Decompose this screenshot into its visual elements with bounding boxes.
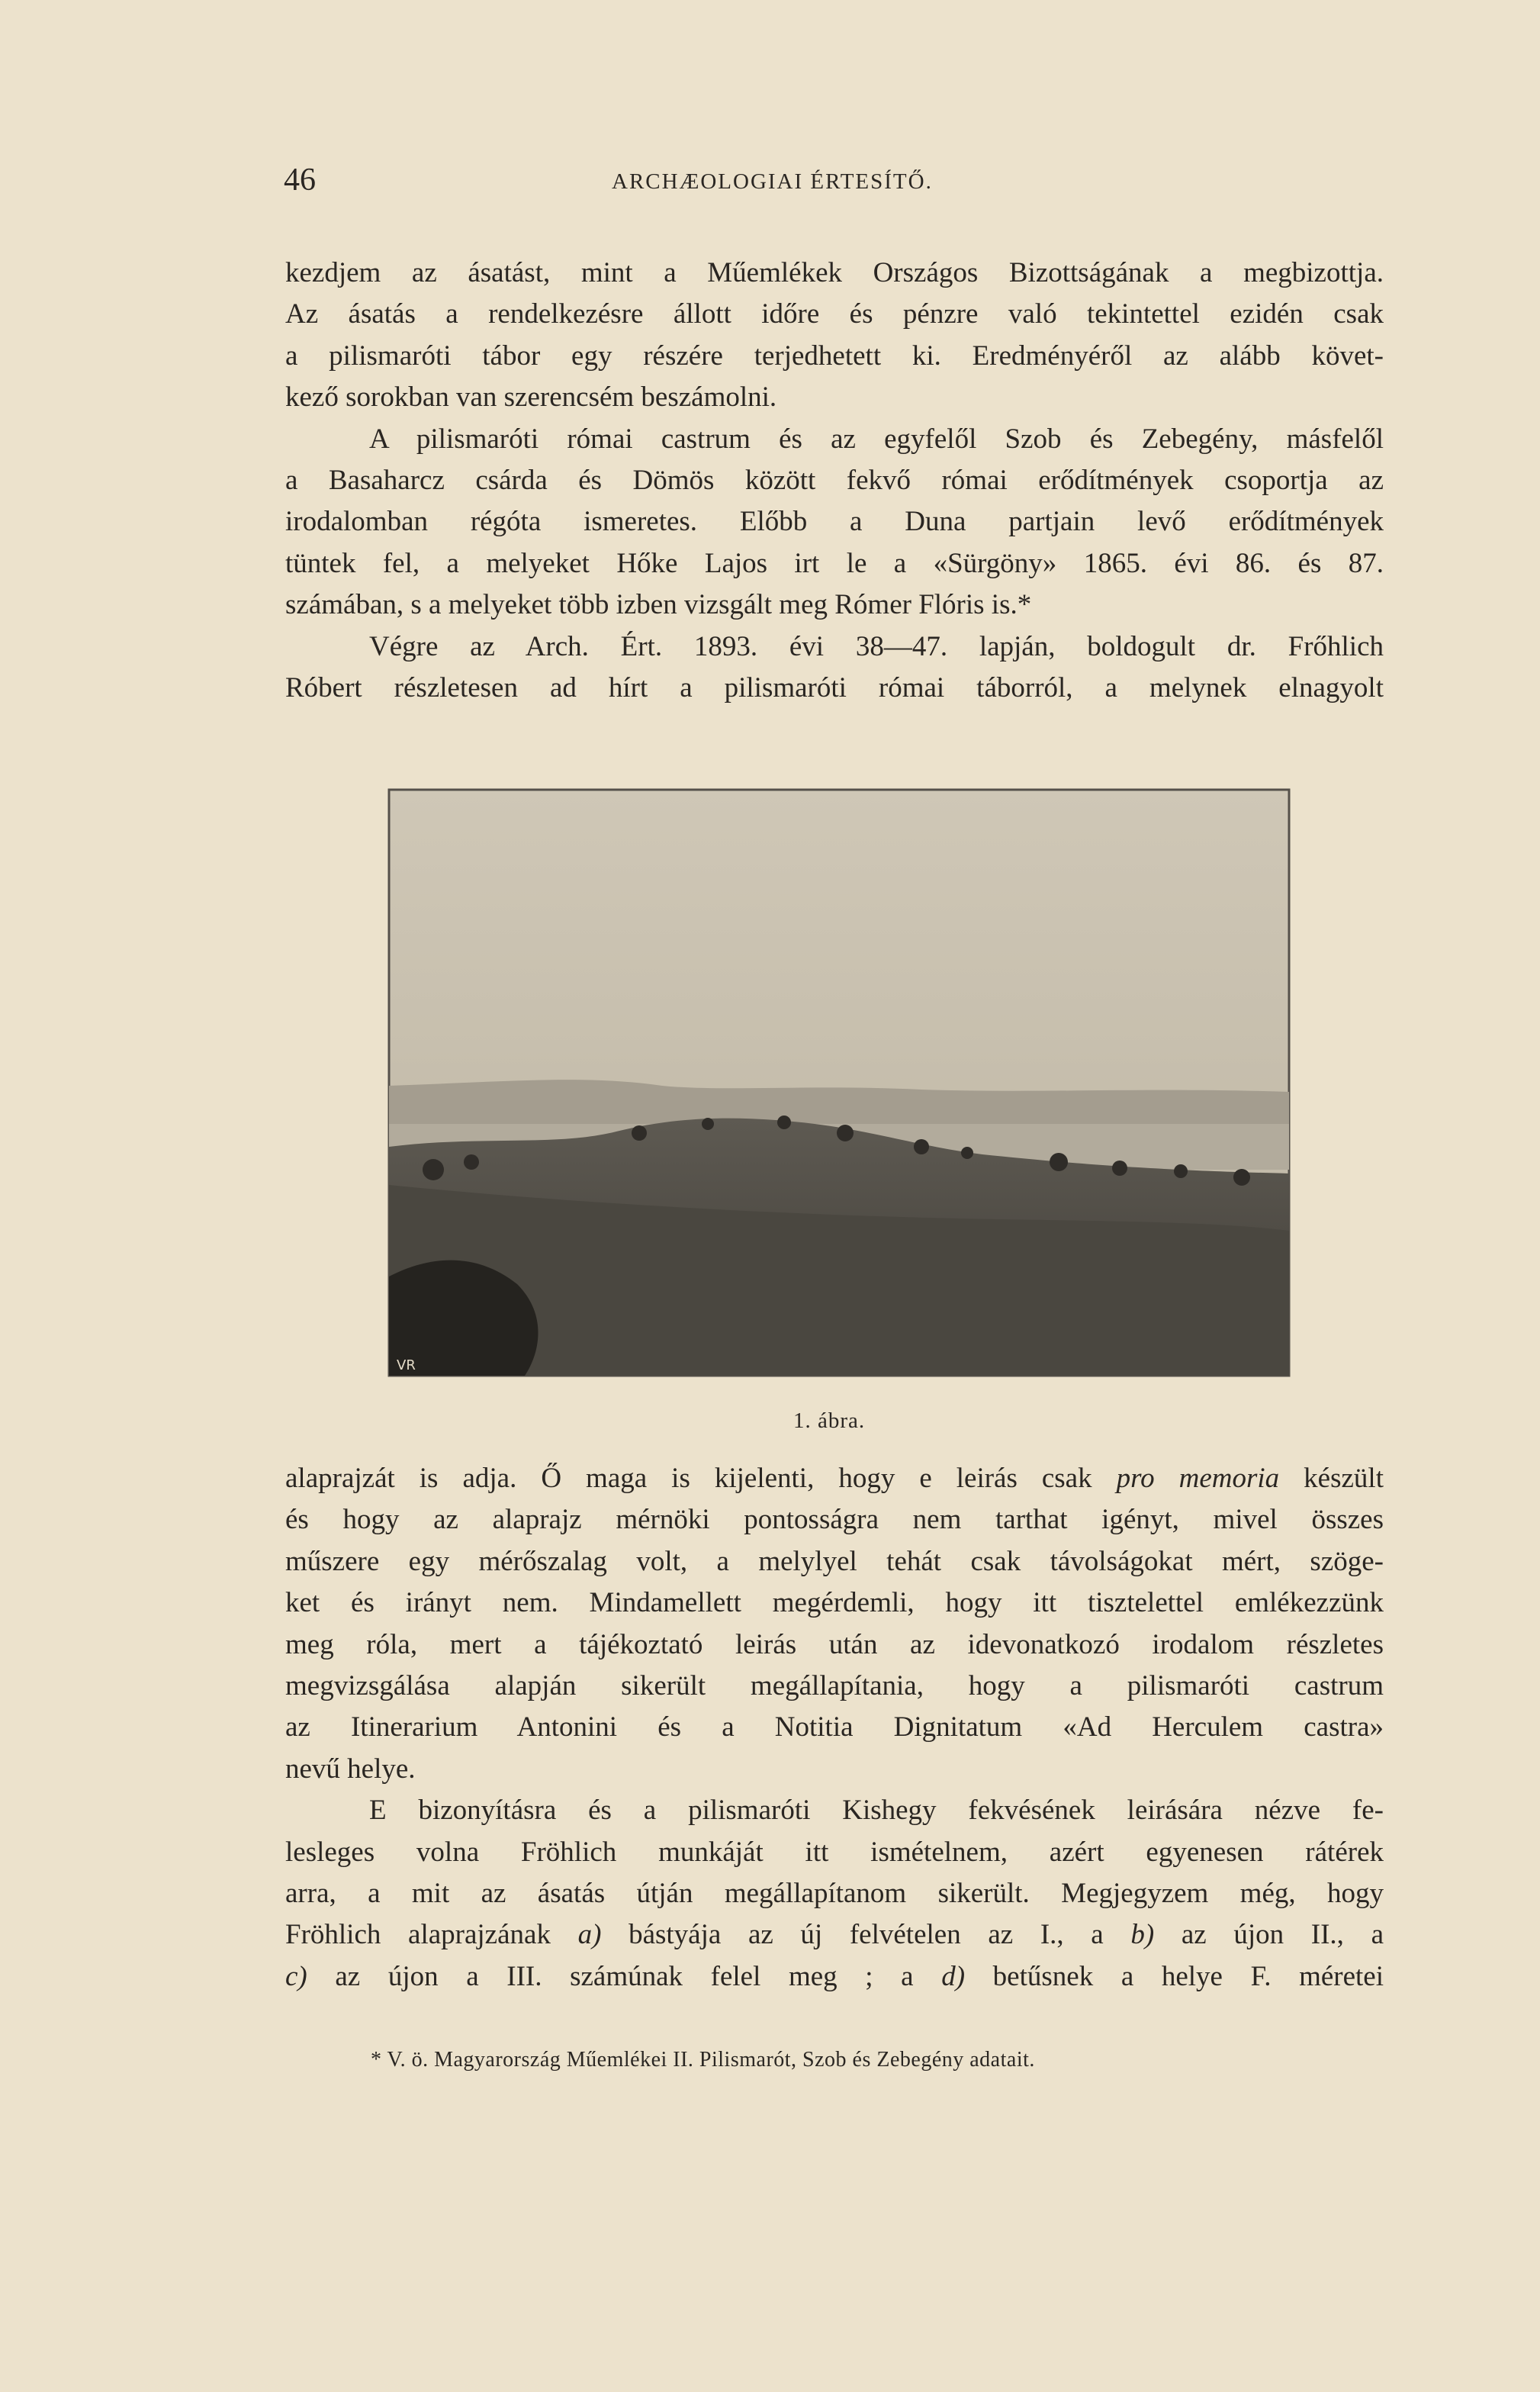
text-segment: bástyája az új felvételen az I., a [601, 1919, 1131, 1951]
paragraph-2-end [285, 584, 1384, 626]
text-segment: az újon a III. számúnak felel meg ; a [307, 1960, 942, 1992]
text-line: arra, a mit az ásatás útján megállapítanom sikerült. Megjegyzem még, hogy [285, 1878, 1384, 1910]
text-line: nevű helye. [285, 1753, 416, 1785]
text-segment: betűsnek a helye F. méretei [965, 1960, 1384, 1992]
footnote: * V. ö. Magyarország Műemlékei II. Pilismarót, Szob és Zebegény adatait. [371, 2048, 1035, 2072]
text-line: irodalomban régóta ismeretes. Előbb a Duna partjain levő erődítmények [285, 506, 1384, 538]
paragraph-5 [285, 1790, 1384, 1998]
text-segment: Fröhlich alaprajzának [285, 1919, 578, 1951]
landscape-photo [387, 788, 1291, 1377]
italic-text: pro memoria [1116, 1463, 1280, 1494]
landscape-photo-figure [387, 788, 1291, 1377]
text-after-figure [285, 1458, 1384, 1998]
text-segment: alaprajzát is adja. Ő maga is kijelenti, hogy e leirás csak [285, 1463, 1117, 1494]
photo-signature: VR [397, 1357, 416, 1373]
paragraph-3 [285, 626, 1384, 710]
text-line: műszere egy mérőszalag volt, a melylyel tehát csak távolságokat mért, szöge- [285, 1545, 1384, 1577]
paragraph-1 [285, 253, 1384, 377]
text-before-figure [285, 253, 1384, 709]
italic-text: b) [1130, 1919, 1155, 1951]
figure-caption: 1. ábra. [793, 1408, 866, 1433]
italic-text: c) [285, 1960, 307, 1992]
italic-text: a) [577, 1919, 602, 1951]
text-line: a pilismaróti tábor egy részére terjedhetett ki. Eredményéről az alább követ- [285, 340, 1384, 372]
text-segment: készült [1279, 1463, 1384, 1494]
text-line: Végre az Arch. Ért. 1893. évi 38—47. lapján, boldogult dr. Frőhlich [369, 630, 1384, 662]
text-line: tüntek fel, a melyeket Hőke Lajos irt le a «Sürgöny» 1865. évi 86. és 87. [285, 547, 1384, 579]
page-number: 46 [284, 163, 316, 198]
text-line: A pilismaróti római castrum és az egyfelől Szob és Zebegény, másfelől [369, 423, 1384, 455]
paragraph-4 [285, 1458, 1384, 1749]
text-line: Az ásatás a rendelkezésre állott időre és pénzre való tekintettel ezidén csak [285, 298, 1384, 330]
text-line: a Basaharcz csárda és Dömös között fekvő római erődítmények csoportja az [285, 465, 1384, 497]
italic-text: d) [941, 1960, 966, 1992]
text-line: és hogy az alaprajz mérnöki pontosságra nem tarthat igényt, mivel összes [285, 1504, 1384, 1536]
text-line: az Itinerarium Antonini és a Notitia Dignitatum «Ad Herculem castra» [285, 1711, 1384, 1743]
paragraph-4-end [285, 1749, 1384, 1790]
paragraph-2 [285, 419, 1384, 585]
text-line: számában, s a melyeket több izben vizsgált meg Rómer Flóris is.* [285, 589, 1032, 621]
running-head: ARCHÆOLOGIAI ÉRTESÍTŐ. [612, 169, 933, 194]
page-header [284, 162, 1382, 208]
text-line: kező sorokban van szerencsém beszámolni. [285, 381, 777, 414]
text-line: E bizonyításra és a pilismaróti Kishegy fekvésének leirására nézve fe- [369, 1795, 1384, 1827]
text-line: lesleges volna Fröhlich munkáját itt ismételnem, azért egyenesen rátérek [285, 1836, 1384, 1868]
text-segment: az újon II., a [1154, 1919, 1384, 1951]
text-line: Róbert részletesen ad hírt a pilismaróti római táborról, a melynek elnagyolt [285, 672, 1384, 704]
text-line: kezdjem az ásatást, mint a Műemlékek Országos Bizottságának a megbizottja. [285, 257, 1384, 288]
text-line: ket és irányt nem. Mindamellett megérdemli, hogy itt tisztelettel emlékezzünk [285, 1587, 1384, 1619]
paragraph-1-end [285, 377, 1384, 418]
text-line: megvizsgálása alapján sikerült megállapítania, hogy a pilismaróti castrum [285, 1670, 1384, 1702]
text-line: meg róla, mert a tájékoztató leirás után az idevonatkozó irodalom részletes [285, 1628, 1384, 1660]
